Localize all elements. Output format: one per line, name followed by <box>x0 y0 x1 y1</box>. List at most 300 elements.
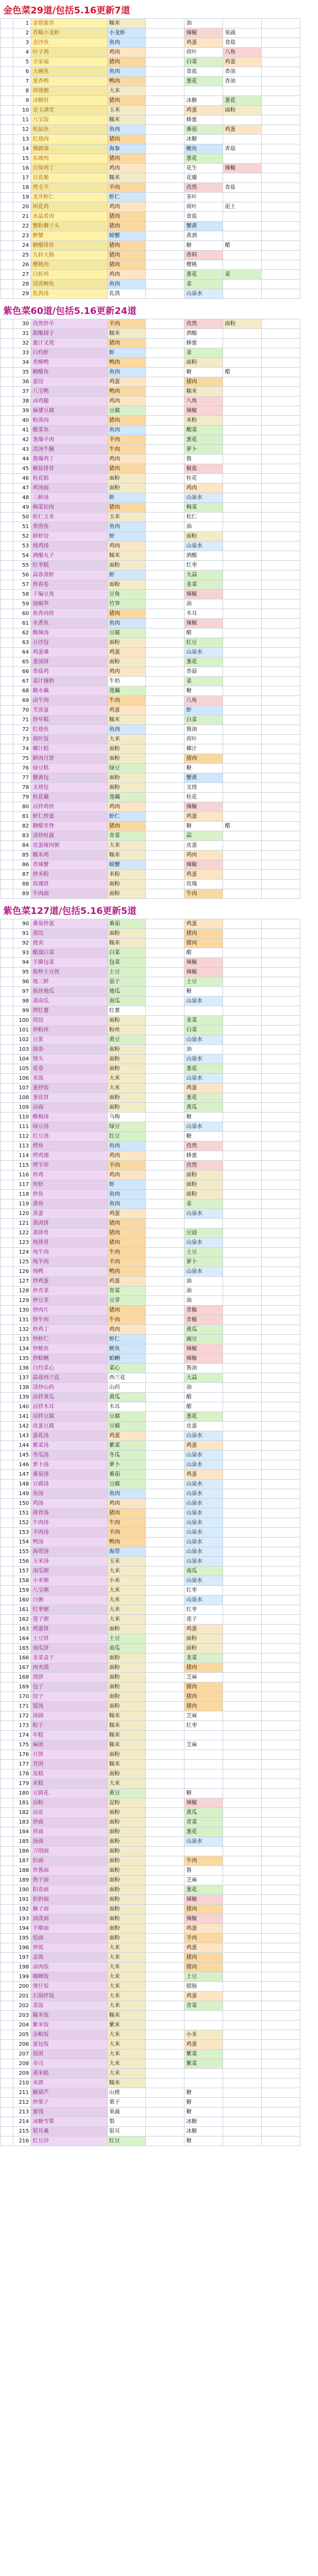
ingredient-cell <box>146 522 184 532</box>
ingredient-cell <box>146 677 184 686</box>
dish-name: 鲜肉月饼 <box>31 754 108 764</box>
ingredient-cell: 牛肉 <box>184 1856 223 1866</box>
ingredient-cell: 油 <box>184 1286 223 1296</box>
dish-number: 40 <box>13 416 31 426</box>
dish-name: 蒸肉饼 <box>31 1219 108 1228</box>
ingredient-cell: 樱桃 <box>184 260 223 270</box>
ingredient-cell <box>146 1499 184 1509</box>
ingredient-cell: 面粉 <box>184 1170 223 1180</box>
dish-name: 青团 <box>31 1760 108 1769</box>
ingredient-cell: 山泉水 <box>184 1122 223 1132</box>
dish-name: 炸鱼 <box>31 1190 108 1199</box>
table-row <box>1 57 300 67</box>
ingredient-cell <box>223 484 262 493</box>
ingredient-cell: 面粉 <box>107 773 146 783</box>
table-row <box>1 1335 300 1344</box>
ingredient-cell <box>223 1325 262 1335</box>
table-row <box>1 1702 300 1711</box>
ingredient-cell: 猪肉 <box>107 1306 146 1315</box>
ingredient-cell: 辣椒 <box>184 802 223 812</box>
ingredient-cell <box>262 2021 300 2030</box>
ingredient-cell: 面粉 <box>107 1847 146 1856</box>
table-row <box>1 397 300 406</box>
ingredient-cell: 面粉 <box>184 1190 223 1199</box>
ingredient-cell <box>223 1576 262 1586</box>
ingredient-cell <box>262 929 300 939</box>
dish-name: 鸡汤面 <box>31 484 108 493</box>
ingredient-cell: 白菜 <box>107 948 146 958</box>
ingredient-cell: 糖 <box>184 822 223 831</box>
ingredient-cell <box>146 1006 184 1016</box>
ingredient-cell <box>262 1769 300 1779</box>
ingredient-cell: 鸡蛋 <box>184 2040 223 2050</box>
table-row <box>1 860 300 870</box>
dish-number: 133 <box>13 1335 31 1344</box>
ingredient-cell: 泥土 <box>223 202 262 212</box>
ingredient-cell: 虾 <box>107 1180 146 1190</box>
ingredient-cell <box>146 135 184 144</box>
dish-name: 蟹黄包 <box>31 773 108 783</box>
ingredient-cell: 海带 <box>107 1547 146 1557</box>
ingredient-cell <box>146 812 184 822</box>
ingredient-cell: 豆腐 <box>107 1480 146 1489</box>
ingredient-cell <box>223 735 262 744</box>
ingredient-cell <box>223 831 262 841</box>
ingredient-cell <box>223 1827 262 1837</box>
ingredient-cell <box>146 1364 184 1373</box>
row-marker <box>1 1238 13 1248</box>
ingredient-cell <box>262 851 300 860</box>
dish-number: 58 <box>13 590 31 599</box>
dish-number: 4 <box>13 48 31 57</box>
ingredient-cell: 鱼肉 <box>107 1190 146 1199</box>
table-row <box>1 764 300 773</box>
ingredient-cell: 红薯 <box>107 1006 146 1016</box>
dish-number: 44 <box>13 455 31 464</box>
ingredient-cell <box>146 416 184 426</box>
row-marker <box>1 1219 13 1228</box>
table-row <box>1 1325 300 1335</box>
row-marker <box>1 251 13 260</box>
table-row <box>1 812 300 822</box>
ingredient-cell <box>262 1151 300 1161</box>
ingredient-cell: 萝卜 <box>184 445 223 455</box>
ingredient-cell: 面粉 <box>107 561 146 570</box>
ingredient-cell: 蟹黄 <box>184 222 223 231</box>
ingredient-cell <box>146 1383 184 1393</box>
ingredient-cell <box>223 2069 262 2079</box>
ingredient-cell: 酱油 <box>184 1364 223 1373</box>
ingredient-cell: 鸡蛋 <box>107 377 146 387</box>
dish-name: 麻团 <box>31 1740 108 1750</box>
table-row <box>1 1074 300 1084</box>
ingredient-cell <box>262 1306 300 1315</box>
ingredient-cell: 韭菜 <box>184 580 223 590</box>
ingredient-cell <box>223 1509 262 1518</box>
row-marker <box>1 1982 13 1992</box>
table-row <box>1 590 300 599</box>
dish-name: 炒饭 <box>31 1943 108 1953</box>
table-row <box>1 2040 300 2050</box>
row-marker <box>1 1711 13 1721</box>
ingredient-cell <box>146 2011 184 2021</box>
ingredient-cell <box>262 1364 300 1373</box>
ingredient-cell: 豆角 <box>107 590 146 599</box>
dish-name: 叉烧包 <box>31 783 108 793</box>
table-row <box>1 1721 300 1731</box>
ingredient-cell <box>146 1161 184 1170</box>
row-marker <box>1 1084 13 1093</box>
ingredient-cell <box>146 609 184 619</box>
ingredient-cell <box>146 1489 184 1499</box>
dish-number: 5 <box>13 57 31 67</box>
ingredient-cell: 粉丝 <box>107 1026 146 1035</box>
ingredient-cell <box>223 1856 262 1866</box>
table-row <box>1 638 300 648</box>
dish-name: 九转大肠 <box>31 251 108 260</box>
dish-number: 175 <box>13 1740 31 1750</box>
dish-number: 78 <box>13 783 31 793</box>
ingredient-cell: 荷叶 <box>184 48 223 57</box>
dish-number: 114 <box>13 1151 31 1161</box>
ingredient-cell: 冰糖 <box>184 96 223 106</box>
ingredient-cell: 猪肉 <box>184 1663 223 1673</box>
ingredient-cell <box>146 474 184 484</box>
ingredient-cell <box>146 493 184 503</box>
row-marker <box>1 1528 13 1538</box>
dish-name: 蛋炒饭 <box>31 1084 108 1093</box>
ingredient-cell: 面粉 <box>107 744 146 754</box>
ingredient-cell: 面粉 <box>107 1016 146 1026</box>
ingredient-cell <box>223 193 262 202</box>
ingredient-cell <box>146 1547 184 1557</box>
ingredient-cell <box>223 619 262 628</box>
ingredient-cell <box>262 2040 300 2050</box>
ingredient-cell <box>262 144 300 154</box>
table-row <box>1 1161 300 1170</box>
table-row <box>1 1827 300 1837</box>
ingredient-cell <box>262 1257 300 1267</box>
table-row <box>1 1518 300 1528</box>
dish-number: 212 <box>13 2098 31 2107</box>
ingredient-cell: 大蒜 <box>184 1373 223 1383</box>
table-row <box>1 1934 300 1943</box>
ingredient-cell <box>146 1721 184 1731</box>
row-marker <box>1 2136 13 2146</box>
ingredient-cell: 虾 <box>107 348 146 358</box>
table-row <box>1 1963 300 1972</box>
dish-name: 蒸蛋 <box>31 1209 108 1219</box>
ingredient-cell: 醋 <box>184 1393 223 1402</box>
dish-name: 南瓜粥 <box>31 1567 108 1576</box>
dish-number: 35 <box>13 368 31 377</box>
row-marker <box>1 1644 13 1653</box>
ingredient-cell <box>146 1132 184 1141</box>
ingredient-cell <box>146 1026 184 1035</box>
table-row <box>1 1412 300 1422</box>
ingredient-cell <box>184 86 223 96</box>
ingredient-cell <box>262 773 300 783</box>
ingredient-cell <box>223 968 262 977</box>
table-row <box>1 28 300 38</box>
table-row <box>1 648 300 657</box>
ingredient-cell: 乳鸽 <box>107 289 146 299</box>
row-marker <box>1 725 13 735</box>
ingredient-cell <box>146 1528 184 1538</box>
ingredient-cell: 鸡肉 <box>107 1499 146 1509</box>
table-row <box>1 1035 300 1045</box>
row-marker <box>1 609 13 619</box>
ingredient-cell: 猪肉 <box>107 212 146 222</box>
row-marker <box>1 628 13 638</box>
ingredient-cell <box>223 1199 262 1209</box>
table-row <box>1 1847 300 1856</box>
ingredient-cell: 地瓜 <box>107 987 146 997</box>
ingredient-cell: 油 <box>184 1277 223 1286</box>
ingredient-cell <box>223 1306 262 1315</box>
row-marker <box>1 241 13 251</box>
ingredient-cell <box>223 1026 262 1035</box>
ingredient-cell <box>223 1132 262 1141</box>
ingredient-cell <box>223 1480 262 1489</box>
ingredient-cell <box>262 1547 300 1557</box>
table-row <box>1 484 300 493</box>
ingredient-cell <box>262 164 300 173</box>
table-row <box>1 1586 300 1596</box>
ingredient-cell: 鸭肉 <box>107 77 146 86</box>
ingredient-cell <box>262 1605 300 1615</box>
dish-name: 糖水藕 <box>31 686 108 696</box>
ingredient-cell <box>223 1084 262 1093</box>
ingredient-cell <box>223 1798 262 1808</box>
table-row <box>1 1982 300 1992</box>
ingredient-cell: 果蔬 <box>107 2107 146 2117</box>
table-row <box>1 744 300 754</box>
ingredient-cell: 螃蟹 <box>107 860 146 870</box>
row-marker <box>1 1721 13 1731</box>
ingredient-cell: 面粉 <box>107 580 146 590</box>
dish-number: 52 <box>13 532 31 541</box>
ingredient-cell <box>223 2021 262 2030</box>
ingredient-cell <box>146 580 184 590</box>
ingredient-cell: 蛤蜊 <box>107 1354 146 1364</box>
ingredient-cell <box>146 1248 184 1257</box>
ingredient-cell <box>146 38 184 48</box>
ingredient-cell: 鸡蛋 <box>184 38 223 48</box>
ingredient-cell <box>223 783 262 793</box>
row-marker <box>1 696 13 706</box>
dish-number: 144 <box>13 1441 31 1451</box>
ingredient-cell <box>262 1509 300 1518</box>
dish-name: 炒蛤蜊 <box>31 1354 108 1364</box>
dish-name: 凉拌黄瓜 <box>31 1393 108 1402</box>
ingredient-cell <box>262 2059 300 2069</box>
ingredient-cell <box>223 426 262 435</box>
ingredient-cell <box>146 1354 184 1364</box>
ingredient-cell: 玫瑰 <box>184 880 223 889</box>
ingredient-cell: 猪肉 <box>184 1963 223 1972</box>
dish-number: 47 <box>13 484 31 493</box>
section-title: 紫色菜127道/包括5.16更新5道 <box>3 904 136 919</box>
ingredient-cell <box>262 870 300 880</box>
ingredient-cell: 青菜 <box>184 1818 223 1827</box>
dish-number: 158 <box>13 1576 31 1586</box>
ingredient-cell: 山泉水 <box>184 541 223 551</box>
ingredient-cell: 面粉 <box>107 1692 146 1702</box>
table-row <box>1 522 300 532</box>
dish-name: 醉蟹 <box>31 231 108 241</box>
ingredient-cell <box>262 455 300 464</box>
dish-name: 凉拌鸡丝 <box>31 802 108 812</box>
ingredient-cell <box>262 1209 300 1219</box>
dish-number: 18 <box>13 183 31 193</box>
ingredient-cell: 面粉 <box>107 1653 146 1663</box>
table-row <box>1 1779 300 1789</box>
ingredient-cell <box>262 1141 300 1151</box>
dish-number: 76 <box>13 764 31 773</box>
ingredient-cell <box>223 1170 262 1180</box>
row-marker <box>1 1760 13 1769</box>
ingredient-cell <box>146 231 184 241</box>
table-row <box>1 2021 300 2030</box>
dish-name: 油条 <box>31 1045 108 1055</box>
ingredient-cell <box>146 2136 184 2146</box>
ingredient-cell <box>262 590 300 599</box>
ingredient-cell <box>262 619 300 628</box>
table-row <box>1 251 300 260</box>
dish-number: 103 <box>13 1045 31 1055</box>
table-row <box>1 2050 300 2059</box>
dish-number: 63 <box>13 638 31 648</box>
dish-number: 120 <box>13 1209 31 1219</box>
ingredient-cell <box>146 164 184 173</box>
row-marker <box>1 1161 13 1170</box>
ingredient-cell <box>146 329 184 339</box>
table-row <box>1 715 300 725</box>
ingredient-cell: 鸡蛋 <box>223 125 262 135</box>
ingredient-cell: 糖 <box>184 1113 223 1122</box>
dish-name: 烩面 <box>31 1934 108 1943</box>
ingredient-cell: 猪肉 <box>107 503 146 513</box>
dish-number: 188 <box>13 1866 31 1876</box>
ingredient-cell <box>146 1702 184 1711</box>
ingredient-cell <box>262 1711 300 1721</box>
table-row <box>1 1016 300 1026</box>
ingredient-cell: 葱花 <box>184 1093 223 1103</box>
dish-number: 139 <box>13 1393 31 1402</box>
dish-name: 地三鲜 <box>31 977 108 987</box>
dish-number: 106 <box>13 1074 31 1084</box>
ingredient-cell <box>223 1866 262 1876</box>
ingredient-cell <box>146 1818 184 1827</box>
row-marker <box>1 1567 13 1576</box>
ingredient-cell <box>223 2088 262 2098</box>
row-marker <box>1 377 13 387</box>
ingredient-cell <box>146 735 184 744</box>
ingredient-cell: 羊肉 <box>107 1161 146 1170</box>
dish-number: 101 <box>13 1026 31 1035</box>
ingredient-cell <box>223 522 262 532</box>
table-row <box>1 183 300 193</box>
table-row <box>1 1711 300 1721</box>
row-marker <box>1 1692 13 1702</box>
table-row <box>1 377 300 387</box>
table-row <box>1 2059 300 2069</box>
ingredient-cell: 猪肉 <box>107 339 146 348</box>
ingredient-cell: 葱花 <box>184 1412 223 1422</box>
dish-name: 炸酱面 <box>31 1866 108 1876</box>
row-marker <box>1 164 13 173</box>
ingredient-cell <box>223 667 262 677</box>
ingredient-cell <box>262 115 300 125</box>
ingredient-cell <box>146 270 184 280</box>
row-marker <box>1 358 13 368</box>
dish-name: 炖羊肉 <box>31 1257 108 1267</box>
ingredient-cell <box>146 561 184 570</box>
row-marker <box>1 260 13 270</box>
ingredient-cell: 葱花 <box>184 1885 223 1895</box>
ingredient-cell <box>146 1731 184 1740</box>
ingredient-cell <box>262 1248 300 1257</box>
ingredient-cell: 面粉 <box>107 880 146 889</box>
ingredient-cell <box>223 1470 262 1480</box>
ingredient-cell: 葱花 <box>184 1064 223 1074</box>
table-row <box>1 115 300 125</box>
ingredient-cell <box>223 135 262 144</box>
ingredient-cell <box>262 1228 300 1238</box>
ingredient-cell: 山泉水 <box>184 1576 223 1586</box>
dish-number: 36 <box>13 377 31 387</box>
ingredient-cell: 番茄 <box>107 919 146 929</box>
ingredient-cell: 食盐 <box>223 183 262 193</box>
table-row <box>1 686 300 696</box>
ingredient-cell <box>184 2079 223 2088</box>
ingredient-cell: 大米 <box>107 1779 146 1789</box>
dish-name: 米糕 <box>31 1779 108 1789</box>
table-row <box>1 532 300 541</box>
ingredient-cell: 面粉 <box>107 1769 146 1779</box>
ingredient-cell: 八角 <box>184 397 223 406</box>
dish-name: 绿豆糕 <box>31 764 108 773</box>
dish-number: 177 <box>13 1760 31 1769</box>
ingredient-cell: 醋 <box>223 368 262 377</box>
ingredient-cell: 猪肉 <box>107 135 146 144</box>
ingredient-cell <box>146 1943 184 1953</box>
ingredient-cell <box>146 358 184 368</box>
dish-number: 197 <box>13 1953 31 1963</box>
ingredient-cell <box>223 570 262 580</box>
ingredient-cell <box>223 1383 262 1393</box>
dish-number: 59 <box>13 599 31 609</box>
ingredient-cell <box>262 561 300 570</box>
table-row <box>1 164 300 173</box>
ingredient-cell <box>146 1441 184 1451</box>
dish-number: 15 <box>13 154 31 164</box>
ingredient-cell <box>146 648 184 657</box>
ingredient-cell: 大米 <box>107 1084 146 1093</box>
ingredient-cell: 鸡肉 <box>107 270 146 280</box>
ingredient-cell: 香菇 <box>223 144 262 154</box>
dish-name: 拔丝地瓜 <box>31 987 108 997</box>
ingredient-cell: 虾仁 <box>107 812 146 822</box>
dish-name: 银耳羹 <box>31 2127 108 2136</box>
ingredient-cell <box>223 329 262 339</box>
dish-number: 98 <box>13 997 31 1006</box>
ingredient-cell: 鱼肉 <box>107 67 146 77</box>
table-row <box>1 1624 300 1634</box>
ingredient-cell <box>223 551 262 561</box>
ingredient-cell <box>262 1180 300 1190</box>
